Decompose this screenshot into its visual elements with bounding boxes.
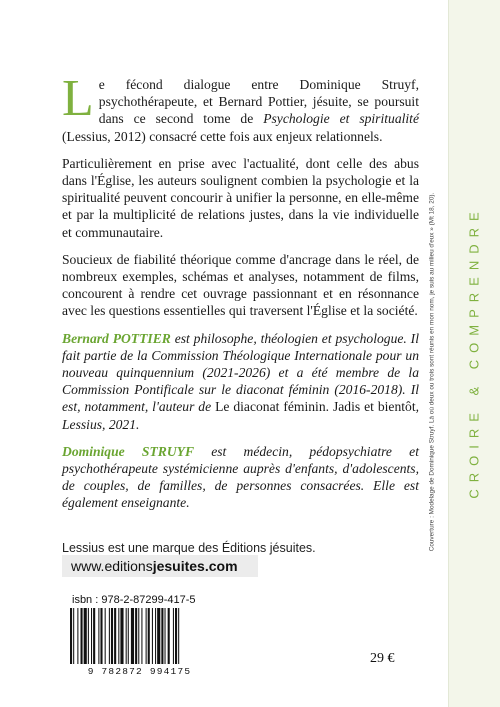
barcode-bar	[173, 608, 174, 664]
barcode-digits: 9 782872 994175	[87, 666, 192, 677]
author-name-struyf: Dominique STRUYF	[62, 443, 195, 459]
book-title-reference: Psychologie et spiritualité	[263, 111, 419, 127]
barcode-bar	[73, 608, 74, 664]
barcode-bar	[91, 608, 92, 664]
barcode-bar	[77, 608, 78, 664]
barcode-bar	[157, 608, 160, 664]
barcode-bar	[88, 608, 89, 664]
barcode-bar	[114, 608, 116, 664]
paragraph-actualite: Particulièrement en prise avec l'actualité, dont celle des abus dans l'Église, les auteurs soulignent combien la psychologie et la spiritualité peuvent concourir à unifier la personne, en elle-même et par la multiplicité de relations justes, dans la vie individuelle et communautaire.	[62, 155, 419, 240]
barcode-bar	[165, 608, 166, 664]
barcode-bar	[93, 608, 95, 664]
barcode-bar	[135, 608, 137, 664]
barcode-bar	[128, 608, 129, 664]
barcode-bar	[105, 608, 106, 664]
intro-text-a: e fécond dialogue entre Dominique Struyf, psychothérapeute, et Bernard Pottier, jésuite, se poursuit dans ce second tome de	[98, 77, 419, 127]
price: 29 €	[370, 651, 395, 666]
barcode-bars	[62, 608, 217, 666]
cover-credit: Couverture : Modelage de Dominique Struyf. Là où deux ou trois sont réunis en mon nom, je suis au milieu d'eux » (Mt 18, 20).	[428, 192, 436, 552]
website-url[interactable]	[62, 555, 258, 577]
bio-struyf	[62, 443, 419, 512]
intro-paragraph	[62, 70, 419, 145]
barcode-bar	[155, 608, 156, 664]
barcode-bar	[120, 608, 123, 664]
barcode-bar	[118, 608, 119, 664]
barcode-bar	[111, 608, 113, 664]
bio-pottier	[62, 330, 419, 433]
author-name-pottier: Bernard POTTIER	[62, 330, 171, 346]
series-title: CROIRE & COMPRENDRE	[466, 205, 482, 499]
bio-pottier-text-a: est philosophe, théologien et psychologue. Il fait partie de la Commission Théologique Internationale pour un nouveau quinquennium (2021-2026) et a été membre de la Commission Pontificale sur le diaconat féminin (2016-2018). Il est, notamment, l'auteur de	[62, 330, 419, 415]
barcode-bar	[70, 608, 72, 664]
barcode-bar	[161, 608, 163, 664]
bio-pottier-book: Le diaconat féminin. Jadis et bientôt	[215, 399, 416, 415]
barcode-bar	[100, 608, 102, 664]
barcode-bar	[81, 608, 83, 664]
website-main: jesuites	[152, 558, 205, 574]
bio-struyf-text: est médecin, pédopsychiatre et psychothérapeute systémicienne auprès d'enfants, d'adolescents, de couples, de familles, de personnes consacrées. Elle est également enseignante.	[62, 443, 419, 511]
barcode-bar	[152, 608, 153, 664]
publisher-line: Lessius est une marque des Éditions jésuites.	[62, 541, 316, 555]
barcode-bar	[109, 608, 110, 664]
barcode-bar	[175, 608, 177, 664]
barcode	[62, 608, 217, 678]
website-prefix: www.editions	[71, 558, 153, 574]
website-suffix: .com	[204, 558, 238, 574]
paragraph-fiabilite: Soucieux de fiabilité théorique comme d'ancrage dans le réel, de nombreux exemples, schémas et analyses, notamment de films, concourent à rendre cet ouvrage passionnant et en résonnance avec les questions essentielles qui traversent l'Église et la société.	[62, 251, 419, 319]
barcode-bar	[146, 608, 147, 664]
barcode-bar	[98, 608, 99, 664]
isbn: isbn : 978-2-87299-417-5	[72, 594, 196, 606]
barcode-bar	[148, 608, 150, 664]
barcode-bar	[131, 608, 134, 664]
blurb	[62, 70, 419, 522]
barcode-bar	[138, 608, 139, 664]
barcode-bar	[141, 608, 142, 664]
drop-cap: L	[62, 70, 94, 127]
bio-pottier-text-b: , Lessius, 2021.	[62, 399, 419, 432]
barcode-bar	[168, 608, 170, 664]
barcode-bar	[178, 608, 179, 664]
barcode-bar	[126, 608, 127, 664]
intro-text-b: (Lessius, 2012) consacré cette fois aux enjeux relationnels.	[62, 128, 383, 144]
barcode-bar	[84, 608, 87, 664]
